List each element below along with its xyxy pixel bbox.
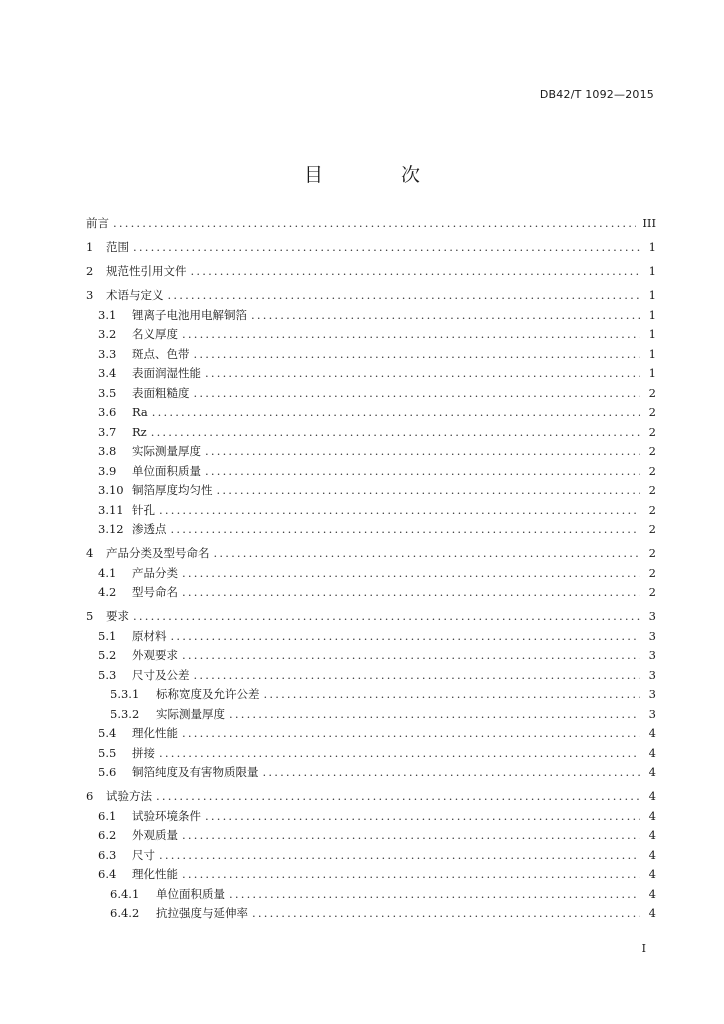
toc-entry-label [86,403,148,423]
toc-entry-number: 5.3.1 [110,687,140,701]
toc-entry-page: 2 [648,483,656,497]
toc-entry[interactable] [86,403,656,423]
toc-entry-label [86,325,178,345]
toc-entry-page: 1 [648,288,656,302]
toc-leader-dots [194,345,641,365]
toc-entry-number: 3.3 [98,346,117,361]
toc-entry-page: 4 [648,789,656,803]
toc-entry-text: 理化性能 [132,867,178,881]
toc-entry-label [86,544,210,564]
toc-entry[interactable] [86,544,656,564]
toc-entry-label [86,705,225,725]
toc-leader-dots [182,826,640,846]
toc-entry[interactable] [86,520,656,540]
toc-leader-dots [217,481,641,501]
toc-entry-page: 3 [648,706,656,721]
toc-entry[interactable] [86,501,656,521]
toc-entry-text: 铜箔纯度及有害物质限量 [132,765,259,779]
document-code: DB42/T 1092—2015 [539,88,654,101]
toc-entry[interactable] [86,744,656,764]
toc-entry-number: 3.10 [98,483,124,497]
toc-entry-label [86,423,147,443]
toc-entry-page: 4 [648,765,656,779]
toc-leader-dots [194,384,641,404]
toc-leader-dots [182,325,640,345]
toc-entry-label [86,286,164,306]
toc-leader-dots [263,763,641,783]
toc-entry[interactable] [86,885,656,905]
toc-entry-text: 尺寸 [132,847,155,862]
toc-entry-label [86,885,225,905]
toc-entry-label [86,744,155,764]
toc-entry[interactable] [86,846,656,866]
toc-entry-page: 2 [648,546,656,560]
toc-entry-text: 试验方法 [106,789,152,803]
toc-leader-dots [205,442,640,462]
toc-entry-number: 3.2 [98,327,117,341]
toc-entry-number: 3.12 [98,522,124,536]
toc-entry-label [86,214,109,234]
toc-entry-label [86,306,247,326]
toc-leader-dots [205,462,640,482]
toc-entry[interactable] [86,904,656,924]
toc-leader-dots [229,705,640,725]
toc-entry-page: 2 [648,565,656,580]
toc-entry[interactable] [86,583,656,603]
toc-entry[interactable] [86,462,656,482]
toc-leader-dots [133,607,640,627]
toc-entry-page: 1 [648,264,656,278]
toc-entry-number: 6.2 [98,828,117,842]
toc-entry[interactable] [86,646,656,666]
toc-entry-label [86,345,190,365]
toc-leader-dots [152,403,640,423]
toc-entry-number: 5.2 [98,648,117,662]
toc-entry-text: 针孔 [132,502,155,517]
toc-entry-page: 1 [648,240,656,254]
toc-entry[interactable] [86,286,656,306]
toc-entry-page: 3 [648,667,656,682]
toc-leader-dots [182,583,640,603]
toc-entry-number: 3.4 [98,366,117,380]
toc-entry-text: 外观要求 [132,648,178,662]
toc-leader-dots [251,306,640,326]
toc-entry-page: 4 [648,886,656,901]
toc-entry-page: 1 [648,327,656,341]
toc-entry-label [86,685,260,705]
toc-entry-text: 单位面积质量 [156,886,225,901]
toc-entry-label [86,442,201,462]
toc-entry-number: 3.5 [98,385,117,400]
toc-entry-number: 3.7 [98,424,117,439]
toc-entry-page: 2 [648,385,656,400]
toc-entry-number: 6.4.2 [110,906,140,920]
toc-entry-label [86,238,129,258]
toc-entry-number: 6.4 [98,867,117,881]
toc-entry[interactable] [86,306,656,326]
toc-leader-dots [133,238,640,258]
toc-entry-number: 3.8 [98,444,117,458]
toc-leader-dots [214,544,641,564]
toc-leader-dots [159,501,640,521]
toc-entry[interactable] [86,607,656,627]
toc-entry-number: 3.11 [98,502,124,517]
toc-entry-page: 4 [648,745,656,760]
toc-entry-page: 1 [648,346,656,361]
toc-entry[interactable] [86,384,656,404]
toc-leader-dots [171,627,641,647]
toc-entry[interactable] [86,627,656,647]
toc-entry-number: 3 [86,288,94,302]
toc-entry-number: 6.1 [98,808,117,823]
toc-entry-page: 4 [648,828,656,842]
toc-entry-label [86,462,201,482]
toc-entry-text: 斑点、色带 [132,346,190,361]
toc-entry-label [86,763,259,783]
toc-entry-text: 范围 [106,240,129,254]
toc-leader-dots [182,865,640,885]
toc-entry[interactable] [86,442,656,462]
toc-entry-page: 1 [648,366,656,380]
toc-entry-number: 4 [86,546,94,560]
toc-entry-number: 5.3 [98,667,117,682]
toc-entry-label [86,904,248,924]
toc-entry-page: 2 [648,444,656,458]
toc-leader-dots [171,520,641,540]
toc-leader-dots [182,564,640,584]
toc-entry-text: 型号命名 [132,585,178,599]
toc-entry-text: 要求 [106,609,129,623]
toc-entry[interactable] [86,345,656,365]
toc-entry-number: 5.6 [98,765,117,779]
toc-leader-dots [264,685,641,705]
toc-entry[interactable] [86,325,656,345]
toc-entry-page: 2 [648,585,656,599]
toc-entry-page: 4 [648,847,656,862]
toc-entry-text: 规范性引用文件 [106,264,187,278]
toc-leader-dots [159,744,640,764]
toc-entry-page: 3 [648,648,656,662]
toc-entry-number: 3.9 [98,463,117,478]
toc-entry-page: 2 [648,424,656,439]
toc-entry[interactable] [86,481,656,501]
toc-entry-number: 5 [86,609,94,623]
toc-entry-page: 2 [648,502,656,517]
toc-entry[interactable] [86,214,656,234]
toc-leader-dots [229,885,640,905]
toc-entry-text: 尺寸及公差 [132,667,190,682]
toc-entry[interactable] [86,826,656,846]
toc-entry[interactable] [86,705,656,725]
toc-entry-text: 单位面积质量 [132,463,201,478]
toc-entry[interactable] [86,685,656,705]
toc-entry-number: 5.1 [98,628,117,643]
toc-entry-text: 前言 [86,216,109,230]
toc-entry-page: 2 [648,405,656,419]
toc-entry-number: 3.6 [98,405,117,419]
toc-entry-text: 表面润湿性能 [132,366,201,380]
toc-entry-text: 试验环境条件 [132,808,201,823]
toc-entry-label [86,364,201,384]
toc-entry[interactable] [86,238,656,258]
toc-leader-dots [159,846,640,866]
toc-entry-number: 3.1 [98,307,117,322]
toc-entry-page: 2 [648,522,656,536]
toc-entry-page: 4 [648,867,656,881]
toc-entry-page: 4 [648,726,656,740]
toc-entry-text: 理化性能 [132,726,178,740]
toc-entry-page: 3 [648,628,656,643]
toc-entry-text: 术语与定义 [106,288,164,302]
toc-entry[interactable] [86,787,656,807]
toc-entry-number: 6.4.1 [110,886,140,901]
toc-leader-dots [113,214,636,234]
toc-entry-label [86,807,201,827]
toc-leader-dots [205,364,640,384]
toc-entry-text: Ra [132,405,148,419]
toc-entry-page: 4 [648,906,656,920]
toc-entry-label [86,564,178,584]
toc-leader-dots [205,807,640,827]
toc-entry-text: 产品分类及型号命名 [106,546,210,560]
toc-leader-dots [252,904,640,924]
toc-leader-dots [182,724,640,744]
toc-entry[interactable] [86,763,656,783]
toc-entry-label [86,846,155,866]
toc-entry[interactable] [86,666,656,686]
toc-entry-number: 5.5 [98,745,117,760]
toc-leader-dots [194,666,641,686]
toc-entry-number: 4.1 [98,565,117,580]
toc-entry-label [86,724,178,744]
toc-entry-text: 铜箔厚度均匀性 [132,483,213,497]
toc-entry-label [86,666,190,686]
toc-entry-text: 产品分类 [132,565,178,580]
toc-entry[interactable] [86,724,656,744]
toc-leader-dots [191,262,641,282]
toc-entry[interactable] [86,423,656,443]
toc-entry-label [86,826,178,846]
toc-entry-text: 实际测量厚度 [156,706,225,721]
toc-entry-text: 实际测量厚度 [132,444,201,458]
toc-entry-number: 1 [86,240,94,254]
toc-entry-text: 标称宽度及允许公差 [156,687,260,701]
toc-entry[interactable] [86,807,656,827]
toc-entry-page: 4 [648,808,656,823]
toc-entry-text: 锂离子电池用电解铜箔 [132,307,247,322]
toc-entry-text: 拼接 [132,745,155,760]
toc-entry[interactable] [86,262,656,282]
toc-entry-label [86,583,178,603]
toc-entry-label [86,520,167,540]
toc-entry-label [86,481,213,501]
toc-entry-label [86,627,167,647]
toc-leader-dots [168,286,641,306]
toc-entry[interactable] [86,865,656,885]
toc-leader-dots [156,787,640,807]
toc-entry-page: 2 [648,463,656,478]
toc-entry[interactable] [86,564,656,584]
toc-entry-page: 3 [648,687,656,701]
toc-entry-page: 1 [648,307,656,322]
toc-leader-dots [182,646,640,666]
toc-entry[interactable] [86,364,656,384]
toc-entry-page: III [642,216,656,230]
toc-entry-text: 名义厚度 [132,327,178,341]
toc-entry-label [86,646,178,666]
toc-entry-number: 5.4 [98,726,117,740]
toc-entry-number: 6.3 [98,847,117,862]
toc-entry-label [86,262,187,282]
toc-entry-text: 外观质量 [132,828,178,842]
toc-entry-text: Rz [132,424,147,439]
toc-leader-dots [151,423,640,443]
toc-entry-page: 3 [648,609,656,623]
page-number: I [641,942,646,955]
page-title: 目 次 [303,164,457,186]
toc-entry-label [86,501,155,521]
toc-entry-text: 原材料 [132,628,167,643]
toc-entry-label [86,787,152,807]
toc-entry-label [86,865,178,885]
toc-entry-number: 6 [86,789,94,803]
toc-entry-label [86,607,129,627]
table-of-contents [86,214,656,924]
toc-entry-number: 4.2 [98,585,117,599]
toc-entry-text: 抗拉强度与延伸率 [156,906,248,920]
toc-entry-text: 表面粗糙度 [132,385,190,400]
toc-entry-text: 渗透点 [132,522,167,536]
toc-entry-number: 2 [86,264,94,278]
toc-entry-number: 5.3.2 [110,706,140,721]
toc-entry-label [86,384,190,404]
